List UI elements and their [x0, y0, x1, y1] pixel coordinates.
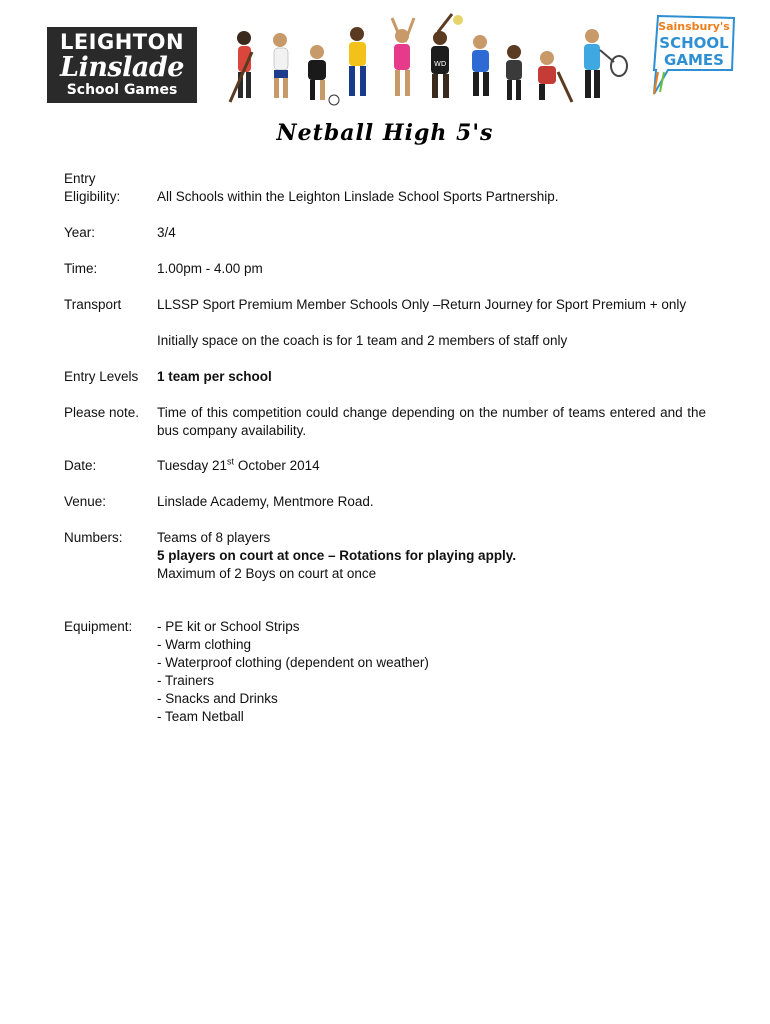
document-header — [0, 0, 770, 120]
numbers-court-rule: 5 players on court at once – Rotations for playing apply. — [157, 548, 517, 563]
time-value: 1.00pm - 4.00 pm — [157, 261, 263, 276]
transport-values — [157, 296, 706, 350]
athlete-figure-blue-kit — [472, 35, 489, 96]
athletes-banner-image — [222, 12, 632, 108]
transport-label: Transport — [64, 297, 122, 312]
games-wordmark: GAMES — [664, 51, 724, 69]
athlete-figure-runner — [273, 33, 288, 98]
logo-line-linslade: Linslade — [60, 52, 184, 83]
equipment-list — [157, 618, 706, 726]
time-row — [64, 260, 706, 278]
school-wordmark: SCHOOL — [659, 34, 729, 52]
please-note-label: Please note. — [64, 405, 140, 420]
date-value-suffix: October 2014 — [234, 458, 320, 473]
date-value-ordinal: st — [227, 456, 235, 467]
svg-text:WD: WD — [434, 60, 447, 68]
date-value — [157, 457, 706, 475]
date-label: Date: — [64, 458, 97, 473]
equipment-item: - Warm clothing — [157, 637, 252, 652]
date-row — [64, 457, 706, 475]
entry-label-line2: Eligibility: — [64, 189, 121, 204]
leighton-linslade-school-games-logo — [47, 27, 197, 103]
entry-label-line1: Entry — [64, 171, 96, 186]
sainsburys-school-games-badge — [648, 12, 740, 96]
athlete-figure-tennis — [584, 29, 627, 98]
entry-eligibility-value: All Schools within the Leighton Linslade School Sports Partnership. — [157, 189, 559, 204]
date-value-prefix: Tuesday 21 — [157, 458, 228, 473]
sainsburys-school-games-logo — [648, 12, 740, 96]
year-row — [64, 224, 706, 242]
logo-line-school-games: School Games — [66, 82, 178, 98]
please-note-row — [64, 404, 706, 440]
year-label: Year: — [64, 225, 96, 240]
equipment-item: - Team Netball — [157, 709, 244, 724]
venue-value: Linslade Academy, Mentmore Road. — [157, 494, 374, 509]
entry-levels-row — [64, 368, 706, 386]
numbers-boys-rule: Maximum of 2 Boys on court at once — [157, 566, 377, 581]
equipment-row — [64, 618, 706, 726]
transport-row — [64, 296, 706, 350]
transport-value: LLSSP Sport Premium Member Schools Only –Return Journey for Sport Premium + only — [157, 297, 687, 312]
athlete-figure-yellow-kit — [349, 27, 366, 96]
athlete-figure-dark-kit — [506, 45, 522, 100]
entry-levels-value: 1 team per school — [157, 369, 272, 384]
equipment-item: - Trainers — [157, 673, 215, 688]
numbers-row — [64, 529, 706, 583]
venue-row — [64, 493, 706, 511]
athlete-figure-netball-wd — [431, 14, 463, 98]
event-details — [64, 170, 706, 726]
page-title: Netball High 5's — [276, 120, 494, 146]
transport-note: Initially space on the coach is for 1 team and 2 members of staff only — [157, 333, 568, 348]
entry-eligibility-row — [64, 170, 706, 206]
please-note-value: Time of this competition could change depending on the number of teams entered and the bus company availability. — [157, 405, 706, 438]
equipment-label: Equipment: — [64, 619, 133, 634]
equipment-item: - Waterproof clothing (dependent on weather) — [157, 655, 429, 670]
venue-label: Venue: — [64, 494, 107, 509]
time-label: Time: — [64, 261, 98, 276]
year-value: 3/4 — [157, 225, 176, 240]
equipment-item: - PE kit or School Strips — [157, 619, 300, 634]
logo-line-leighton: LEIGHTON — [59, 30, 185, 54]
athlete-figure-hockey — [230, 31, 252, 102]
athlete-figure-hockey-two — [538, 51, 572, 102]
numbers-team-size: Teams of 8 players — [157, 530, 271, 545]
athlete-figure-football — [308, 45, 339, 105]
numbers-values — [157, 529, 706, 583]
entry-levels-label: Entry Levels — [64, 369, 139, 384]
athlete-figure-netball-jump — [392, 18, 414, 96]
sainsburys-wordmark: Sainsbury's — [658, 20, 730, 33]
numbers-label: Numbers: — [64, 530, 123, 545]
equipment-item: - Snacks and Drinks — [157, 691, 278, 706]
entry-eligibility-label — [64, 170, 157, 206]
